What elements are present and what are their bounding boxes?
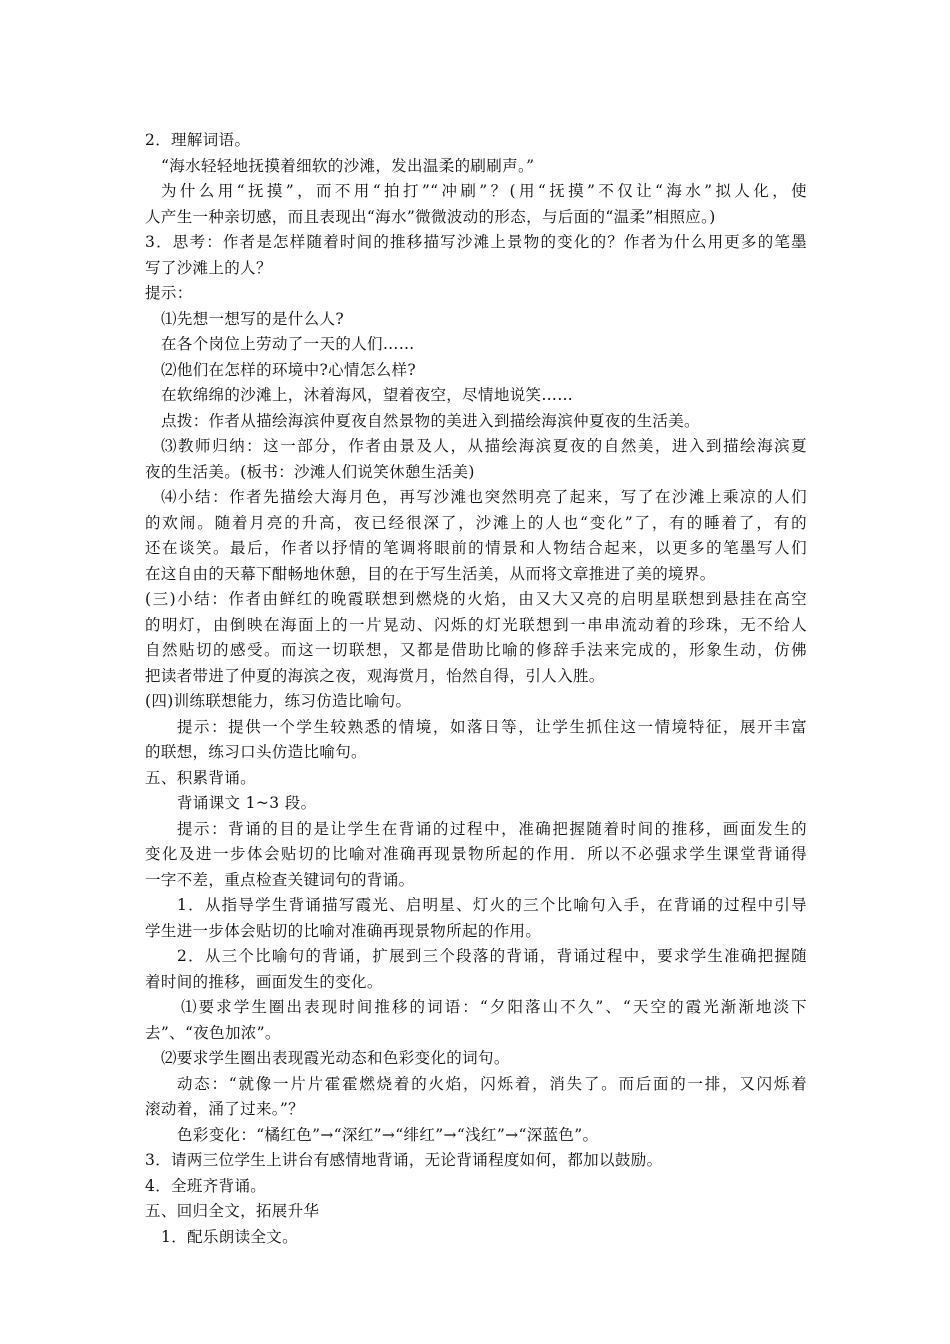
text-line: 提示： bbox=[145, 284, 193, 302]
text-line: 3．思考：作者是怎样随着时间的推移描写沙滩上景物的变化的？作者为什么用更多的笔墨 bbox=[145, 233, 807, 251]
text-line: 一字不差，重点检查关键词句的背诵。 bbox=[145, 870, 415, 889]
text-line: 2．从三个比喻句的背诵，扩展到三个段落的背诵，背诵过程中，要求学生准确把握随 bbox=[177, 947, 807, 965]
document-page bbox=[145, 128, 807, 1250]
text-line: 着时间的推移，画面发生的变化。 bbox=[145, 972, 383, 991]
text-line: 3．请两三位学生上讲台有感情地背诵，无论背诵程度如何，都加以鼓励。 bbox=[145, 1151, 663, 1169]
text-line: 1．配乐朗读全文。 bbox=[161, 1227, 299, 1246]
text-line: 的明灯，由倒映在海面上的一片晃动、闪烁的灯光联想到一串串流动着的珍珠，无不给人 bbox=[145, 615, 807, 634]
text-line: ⑴先想一想写的是什么人? bbox=[161, 309, 345, 328]
text-line: 4．全班齐背诵。 bbox=[145, 1176, 267, 1195]
text-line: ⑵他们在怎样的环境中?心情怎么样? bbox=[161, 360, 417, 379]
text-line: “海水轻轻地抚摸着细软的沙滩，发出温柔的刷刷声。” bbox=[161, 156, 535, 175]
text-line: 变化及进一步体会贴切的比喻对准确再现景物所起的作用．所以不必强求学生课堂背诵得 bbox=[145, 845, 807, 863]
text-line: (四)训练联想能力，练习仿造比喻句。 bbox=[145, 692, 412, 710]
text-line: 1．从指导学生背诵描写霞光、启明星、灯火的三个比喻句入手，在背诵的过程中引导 bbox=[177, 896, 807, 914]
text-line: 五、积累背诵。 bbox=[145, 768, 256, 787]
text-line: 自然贴切的感受。而这一切联想，又都是借助比喻的修辞手法来完成的，形象生动，仿佛 bbox=[145, 641, 807, 659]
text-line: (三)小结：作者由鲜红的晚霞联想到燃烧的火焰，由又大又亮的启明星联想到悬挂在高空 bbox=[145, 590, 807, 608]
text-line: 在软绵绵的沙滩上，沐着海风，望着夜空，尽情地说笑…… bbox=[161, 386, 574, 404]
text-line: 学生进一步体会贴切的比喻对准确再现景物所起的作用。 bbox=[145, 921, 542, 940]
text-line: 人产生一种亲切感，而且表现出“海水”微微波动的形态，与后面的“温柔”相照应。) bbox=[145, 207, 716, 226]
text-line: 的欢闹。随着月亮的升高，夜已经很深了，沙滩上的人也“变化”了，有的睡着了，有的 bbox=[145, 513, 807, 532]
text-line: 2．理解词语。 bbox=[145, 131, 251, 149]
text-line: 去”、“夜色加浓”。 bbox=[145, 1023, 281, 1042]
text-line: 背诵课文 1~3 段。 bbox=[177, 794, 317, 812]
text-line: 把读者带进了仲夏的海滨之夜，观海赏月，怡然自得，引人入胜。 bbox=[145, 666, 605, 685]
text-line: ⑷小结：作者先描绘大海月色，再写沙滩也突然明亮了起来，写了在沙滩上乘凉的人们 bbox=[161, 488, 807, 506]
text-line: 还在谈笑。最后，作者以抒情的笔调将眼前的情景和人物结合起来，以更多的笔墨写人们 bbox=[145, 539, 807, 557]
text-line: 点拨：作者从描绘海滨仲夏夜自然景物的美进入到描绘海滨仲夏夜的生活美。 bbox=[161, 411, 700, 430]
text-line: 在各个岗位上劳动了一天的人们…… bbox=[161, 335, 415, 353]
text-line: 色彩变化：“橘红色”→“深红”→“绯红”→“浅红”→“深蓝色”。 bbox=[177, 1125, 599, 1144]
text-line: 动态：“就像一片片霍霍燃烧着的火焰，闪烁着，消失了。而后面的一排，又闪烁着 bbox=[177, 1074, 807, 1093]
text-line: 提示：背诵的目的是让学生在背诵的过程中，准确把握随着时间的推移，画面发生的 bbox=[177, 819, 807, 838]
text-line: ⑶教师归纳：这一部分，作者由景及人，从描绘海滨夏夜的自然美，进入到描绘海滨夏 bbox=[161, 437, 807, 455]
text-line: ⑴要求学生圈出表现时间推移的词语：“夕阳落山不久”、“天空的霞光渐渐地淡下 bbox=[181, 998, 807, 1016]
text-line: 写了沙滩上的人？ bbox=[145, 258, 272, 277]
text-line: 五、回归全文，拓展升华 bbox=[145, 1202, 320, 1220]
text-line: ⑵要求学生圈出表现霞光动态和色彩变化的词句。 bbox=[161, 1049, 510, 1067]
text-line: 在这自由的天幕下酣畅地休憩，目的在于写生活美，从而将文章推进了美的境界。 bbox=[145, 564, 716, 583]
text-line: 为什么用“抚摸”，而不用“拍打”“冲刷”？(用“抚摸”不仅让“海水”拟人化，使 bbox=[161, 182, 807, 200]
text-line: 提示：提供一个学生较熟悉的情境，如落日等，让学生抓住这一情境特征，展开丰富 bbox=[177, 717, 807, 736]
text-line: 夜的生活美。(板书：沙滩人们说笑休憩生活美) bbox=[145, 462, 475, 481]
text-line: 滚动着，涌了过来。”？ bbox=[145, 1100, 305, 1118]
text-line: 的联想，练习口头仿造比喻句。 bbox=[145, 743, 367, 761]
